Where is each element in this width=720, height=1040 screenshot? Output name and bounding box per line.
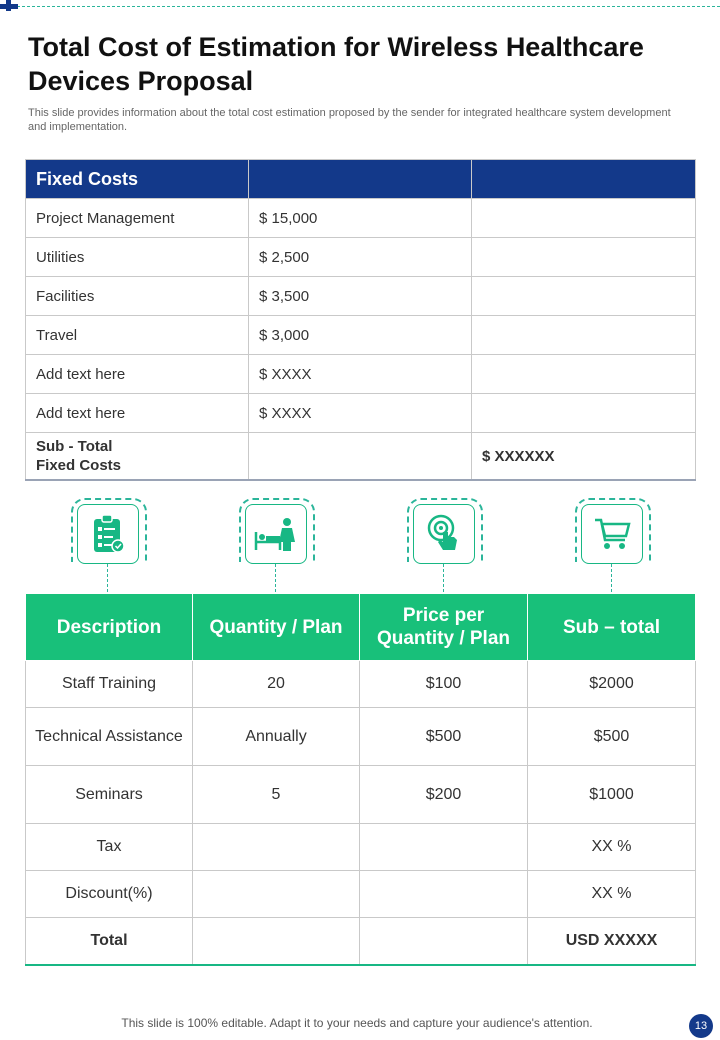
cost-amount: $ XXXX <box>249 394 472 433</box>
table-row <box>26 316 696 355</box>
empty-cell <box>472 394 696 433</box>
footer-note: This slide is 100% editable. Adapt it to your needs and capture your audience's attention. <box>121 1016 593 1030</box>
shopping-cart-icon <box>581 504 643 564</box>
table-row <box>26 394 696 433</box>
total-row <box>26 918 696 965</box>
fixed-costs-table <box>25 159 696 481</box>
cost-table-header-row <box>26 594 696 661</box>
table-row <box>26 871 696 918</box>
cost-label: Add text here <box>26 355 249 394</box>
icon-connector <box>71 498 147 594</box>
column-header-description: Description <box>26 594 193 661</box>
description-cell: Tax <box>26 824 193 871</box>
fixed-costs-header: Fixed Costs <box>26 160 249 199</box>
subtotal-cell: $2000 <box>528 661 696 708</box>
description-cell: Total <box>26 918 193 965</box>
column-header-quantity: Quantity / Plan <box>193 594 360 661</box>
price-cell <box>360 871 528 918</box>
cost-breakdown-table <box>25 593 696 966</box>
quantity-cell <box>193 824 360 871</box>
subtotal-row <box>26 433 696 481</box>
description-cell: Technical Assistance <box>26 708 193 766</box>
price-cell: $100 <box>360 661 528 708</box>
table-row <box>26 355 696 394</box>
table-row <box>26 708 696 766</box>
cost-label: Utilities <box>26 238 249 277</box>
description-cell: Seminars <box>26 766 193 824</box>
quantity-cell <box>193 871 360 918</box>
cost-amount: $ XXXX <box>249 355 472 394</box>
table-row <box>26 199 696 238</box>
empty-cell <box>472 238 696 277</box>
empty-cell <box>472 316 696 355</box>
clipboard-checklist-icon <box>77 504 139 564</box>
fixed-costs-header-empty <box>249 160 472 199</box>
subtotal-label-line1: Sub - Total <box>36 438 113 455</box>
subtotal-label-line2: Fixed Costs <box>36 457 122 474</box>
page-subtitle: This slide provides information about the total cost estimation proposed by the sender for integrated healthcare system development and implementation. <box>28 107 671 133</box>
icon-dashed-connector <box>443 564 444 592</box>
subtotal-cell: XX % <box>528 824 696 871</box>
quantity-cell: Annually <box>193 708 360 766</box>
table-row <box>26 824 696 871</box>
touch-target-icon <box>413 504 475 564</box>
cost-label: Travel <box>26 316 249 355</box>
fixed-costs-header-empty <box>472 160 696 199</box>
cost-label: Add text here <box>26 394 249 433</box>
subtotal-cell: USD XXXXX <box>528 918 696 965</box>
price-cell: $500 <box>360 708 528 766</box>
icons-row <box>25 498 695 594</box>
hospital-bed-nurse-icon <box>245 504 307 564</box>
cost-amount: $ 3,500 <box>249 277 472 316</box>
price-cell: $200 <box>360 766 528 824</box>
empty-cell <box>472 199 696 238</box>
page-number-badge: 13 <box>689 1014 713 1038</box>
description-cell: Discount(%) <box>26 871 193 918</box>
price-cell <box>360 918 528 965</box>
table-row <box>26 238 696 277</box>
icon-connector <box>407 498 483 594</box>
empty-cell <box>472 355 696 394</box>
subtotal-label <box>26 433 249 481</box>
page-title: Total Cost of Estimation for Wireless Healthcare Devices Proposal <box>28 32 644 96</box>
quantity-cell: 20 <box>193 661 360 708</box>
corner-plus-icon <box>0 0 18 12</box>
table-row <box>26 661 696 708</box>
cost-label: Facilities <box>26 277 249 316</box>
subtotal-cell: XX % <box>528 871 696 918</box>
table-row <box>26 277 696 316</box>
fixed-costs-header-row <box>26 160 696 199</box>
cost-label: Project Management <box>26 199 249 238</box>
icon-dashed-connector <box>107 564 108 592</box>
quantity-cell: 5 <box>193 766 360 824</box>
empty-cell <box>472 277 696 316</box>
subtotal-value: $ XXXXXX <box>472 433 696 481</box>
subtotal-cell: $1000 <box>528 766 696 824</box>
description-cell: Staff Training <box>26 661 193 708</box>
table-row <box>26 766 696 824</box>
cost-amount: $ 15,000 <box>249 199 472 238</box>
cost-amount: $ 3,000 <box>249 316 472 355</box>
icon-connector <box>575 498 651 594</box>
column-header-subtotal: Sub – total <box>528 594 696 661</box>
column-header-price: Price per Quantity / Plan <box>360 594 528 661</box>
icon-connector <box>239 498 315 594</box>
price-cell <box>360 824 528 871</box>
icon-dashed-connector <box>611 564 612 592</box>
quantity-cell <box>193 918 360 965</box>
cost-amount: $ 2,500 <box>249 238 472 277</box>
icon-dashed-connector <box>275 564 276 592</box>
empty-cell <box>249 433 472 481</box>
subtotal-cell: $500 <box>528 708 696 766</box>
top-dashed-line <box>12 6 720 7</box>
